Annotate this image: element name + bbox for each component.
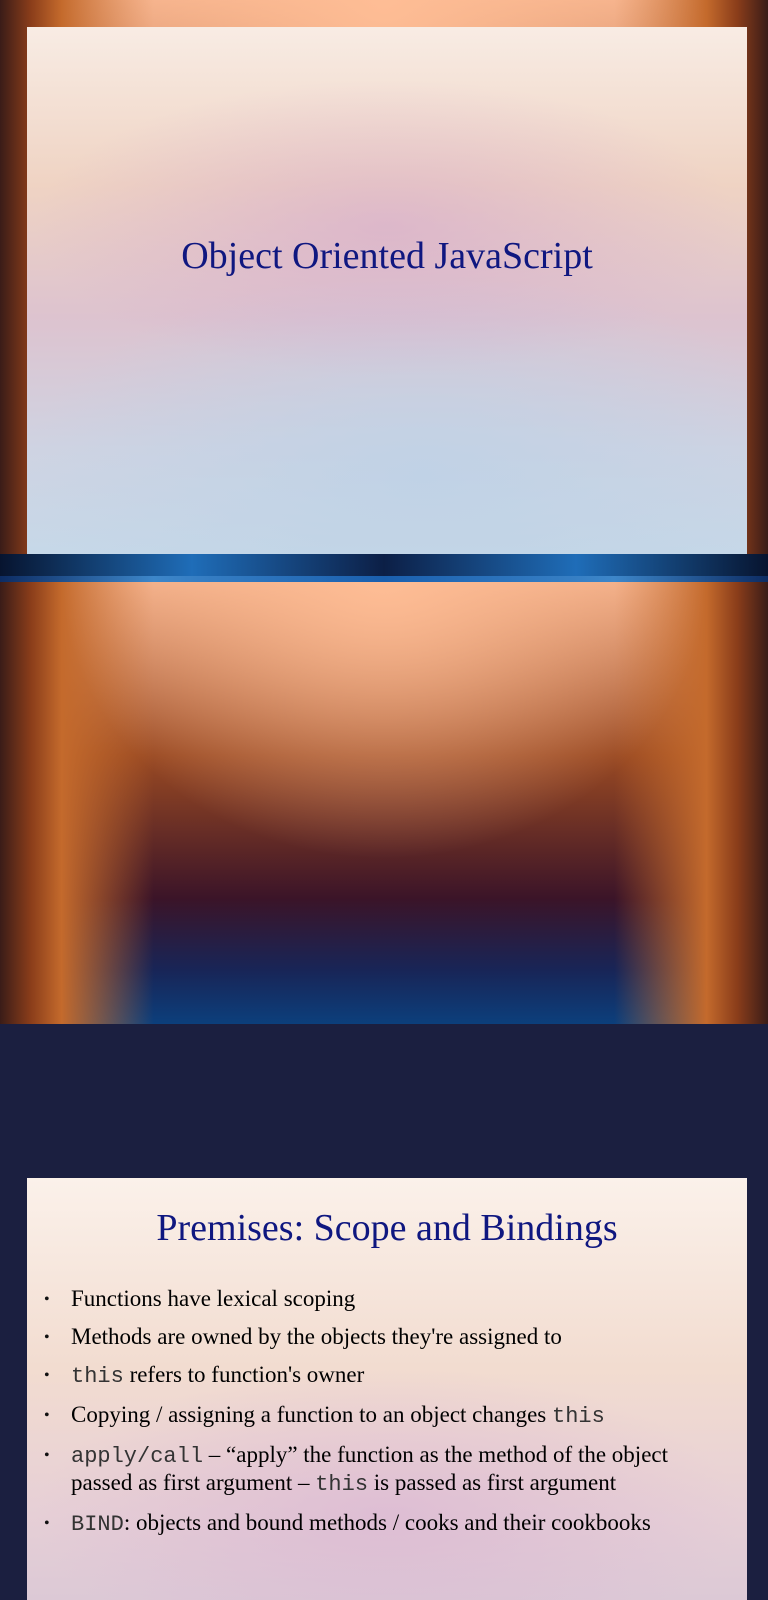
bullet-dot-icon: • — [44, 1291, 50, 1308]
code-keyword: this — [552, 1404, 605, 1429]
slide-2 — [27, 1178, 747, 1600]
list-item — [43, 1442, 727, 1498]
bullet-text: – “apply” the function as the method of the object passed as first argument – — [71, 1442, 668, 1495]
bullet-text: Functions have lexical scoping — [71, 1286, 356, 1311]
slide-frame-1 — [0, 0, 768, 576]
bullet-text: : objects and bound methods / cooks and their cookbooks — [123, 1510, 651, 1535]
code-keyword: this — [315, 1472, 369, 1497]
bullet-dot-icon: • — [44, 1447, 50, 1464]
code-keyword: BIND — [71, 1512, 124, 1537]
list-item — [43, 1324, 727, 1350]
list-item — [43, 1286, 727, 1312]
bullet-text: refers to function's owner — [123, 1362, 365, 1387]
list-item — [43, 1362, 727, 1390]
list-item — [43, 1402, 727, 1430]
slide-title: Premises: Scope and Bindings — [156, 1207, 618, 1249]
bullet-list — [43, 1286, 727, 1550]
bullet-text: Methods are owned by the objects they're assigned to — [71, 1324, 562, 1349]
bullet-dot-icon: • — [44, 1515, 50, 1532]
slide-title: Object Oriented JavaScript — [181, 235, 593, 277]
bullet-dot-icon: • — [44, 1329, 50, 1346]
bullet-text: is passed as first argument — [368, 1470, 617, 1495]
bullet-text: Copying / assigning a function to an object changes — [71, 1402, 552, 1427]
slide-frame-2 — [0, 576, 768, 1537]
bullet-dot-icon: • — [44, 1367, 50, 1384]
code-keyword: this — [71, 1364, 124, 1389]
code-keyword: apply/call — [71, 1444, 204, 1469]
bullet-dot-icon: • — [44, 1407, 50, 1424]
list-item — [43, 1510, 727, 1538]
slide-1 — [27, 27, 747, 554]
